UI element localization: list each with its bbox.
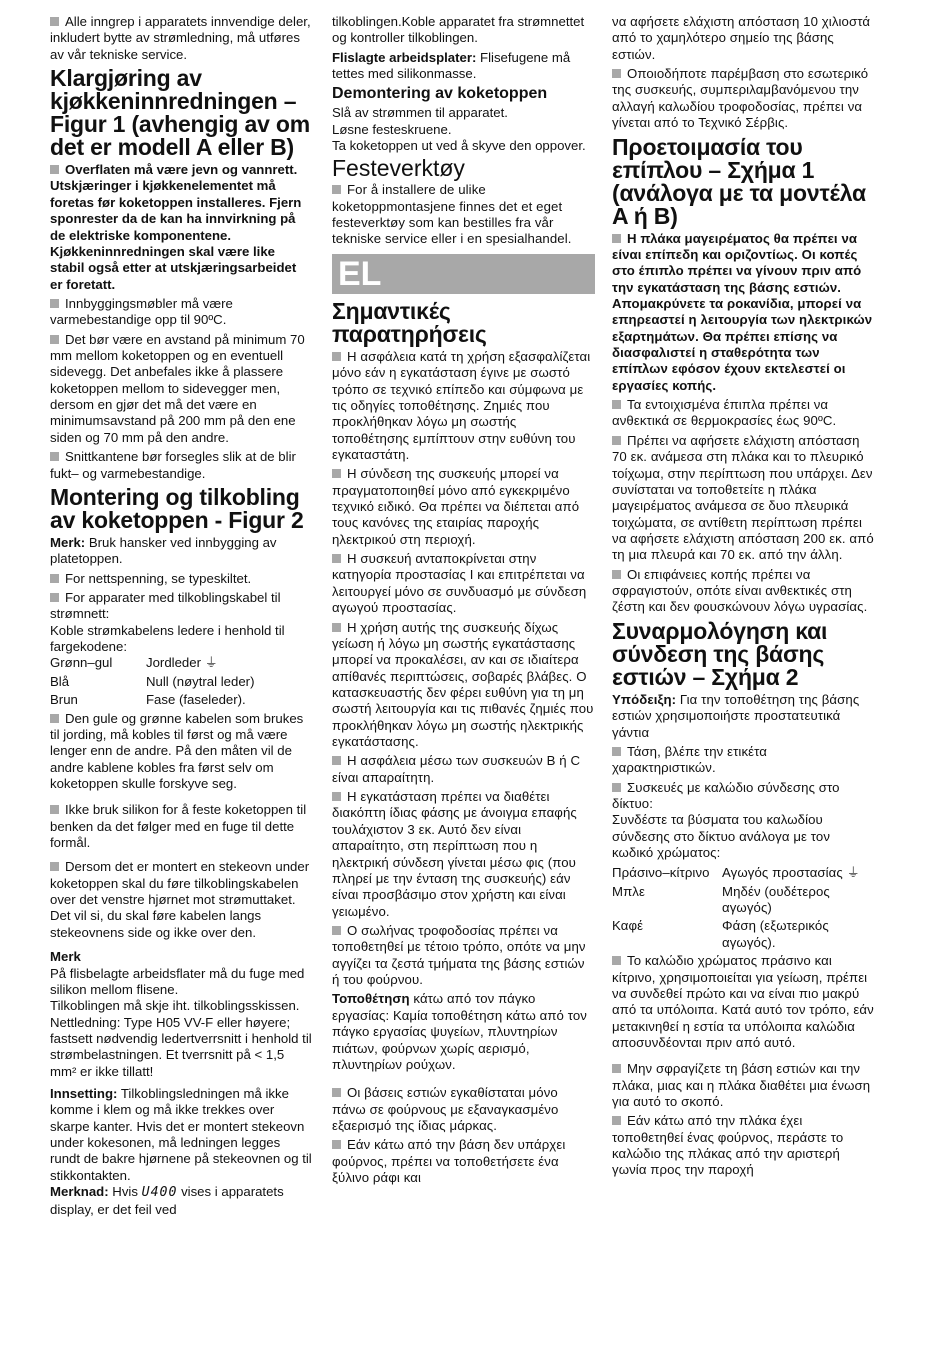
paragraph: Dersom det er montert en stekeovn under koketoppen skal du føre tilkoblingskabelen over det venstre hjørnet mot strømuttaket. Det vil si, du skal føre kabelen langs stekeovnens side og ikke over den.: [50, 859, 310, 940]
paragraph: Εάν κάτω από την βάση δεν υπάρχει φούρνος, πρέπει να τοποθετήσετε ένα ξύλινο ράφι και: [332, 1137, 566, 1186]
paragraph: Το καλώδιο χρώματος πράσινο και κίτρινο, χρησιμοποιείται για γείωση, πρέπει να συνδεθεί πρώτο και να είναι πιο μακρύ από τα υπόλοιπα. Κατά αυτό τον τρόπο, εάν μετακινηθεί η εστία τα υπόλοιπα καλώδια αποσυνδέονται πριν από αυτό.: [612, 953, 874, 1050]
paragraph: Πρέπει να αφήσετε ελάχιστη απόσταση 70 εκ. ανάμεσα στη πλάκα και το πλευρικό τοίχωμα, στην περίπτωση που υπάρχει. Δεν συνίσταται να τοποθετείτε η πλάκα μαγειρέματος ανάμεσα σε δυο πλευρικά τοιχώματα, σε αντίθετη περίπτωση πρέπει να αφήσετε ελάχιστη απόσταση 200 εκ. από τη μια πλευρά και 70 εκ. από την άλλη.: [612, 432, 874, 563]
paragraph: Snittkantene bør forsegles slik at de blir fukt– og varmebestandige.: [50, 449, 296, 481]
paragraph: Den gule og grønne kabelen som brukes til jording, må kobles til først og må være lenger enn de andre. På den måten vil de andre kablene kobles fra først selv om koketoppen skulle forskyve seg.: [50, 710, 304, 791]
paragraph: Η χρήση αυτής της συσκευής δίχως γείωση ή λόγω μη σωστής εγκατάστασης μπορεί να προκαλέσει, αν και σε ιδιαίτερα απίθανές περιπτώσεις, σοβαρές βλάβες. Ο κατασκευαστής δεν φέρει ευθύνη για τη μη σωστή λειτουργία και τις πιθανές ζημιές που προκλήθηκαν λόγω μη σωστής ηλεκτρικής εγκατάστασης.: [332, 619, 594, 750]
paragraph: Ta koketoppen ut ved å skyve den oppover.: [332, 137, 586, 153]
column-2: [332, 14, 595, 1189]
paragraph: tilkoblingen.Koble apparatet fra strømnettet og kontroller tilkoblingen.: [332, 14, 585, 46]
bullet-square-icon: [612, 956, 621, 965]
paragraph: Løsne festeskruene.: [332, 121, 452, 137]
bullet-square-icon: [50, 714, 59, 723]
bullet-square-icon: [612, 570, 621, 579]
paragraph: Οι επιφάνειες κοπής πρέπει να σφραγιστούν, οπότε είναι ανθεκτικές στη ζέστη και δεν φουσκώνουν λόγω υγρασίας.: [612, 566, 868, 615]
paragraph: Innsetting: Tilkoblingsledningen må ikke komme i klem og må ikke trekkes over skarpe kanter. Hvis det er montert stekeovn under kokesonen, må ledningen legges rundt de bakre hjørnene på stekeovnen og til stikkontakten.: [50, 1086, 312, 1183]
bullet-square-icon: [332, 926, 341, 935]
bullet-square-icon: [50, 335, 59, 344]
bullet-square-icon: [612, 1064, 621, 1073]
bullet-square-icon: [50, 805, 59, 814]
merk-label: Merk: [50, 949, 81, 965]
paragraph: Flislagte arbeidsplater: Flisefugene må tettes med silikonmasse.: [332, 49, 571, 82]
paragraph: Slå av strømmen til apparatet.: [332, 105, 508, 121]
bullet-square-icon: [612, 234, 621, 243]
paragraph: For å installere de ulike koketoppmontasjene finnes det et eget festeverktøy som kan bestilles fra vår tekniske service eller i en spesialhandel.: [332, 182, 572, 247]
paragraph: Ikke bruk silikon for å feste koketoppen til benken da det følger med en fuge til dette formål.: [50, 802, 307, 851]
bullet-square-icon: [50, 862, 59, 871]
paragraph: Alle inngrep i apparatets innvendige deler, inkludert bytte av strømledning, må utføres av vår tekniske service.: [50, 14, 311, 62]
heading-synarmologisi: Συναρμολόγηση και σύνδεση της βάσης εστιών – Σχήμα 2: [612, 617, 828, 690]
paragraph: Συσκευές με καλώδιο σύνδεσης στο δίκτυο:: [612, 779, 840, 811]
heading-festeverktoy: Festeverktøy: [332, 155, 465, 182]
heading-montering: Montering og tilkobling av koketoppen - Figur 2: [50, 483, 304, 533]
bullet-square-icon: [50, 299, 59, 308]
paragraph: For nettspenning, se typeskiltet.: [50, 571, 312, 587]
bullet-square-icon: [50, 593, 59, 602]
paragraph: For apparater med tilkoblingskabel til strømnett:: [50, 589, 281, 622]
bullet-square-icon: [332, 352, 341, 361]
paragraph: Η συσκευή ανταποκρίνεται στην κατηγορία προστασίας I και επιτρέπεται να λειτουργεί μόνο σε συνδυασμό με σύνδεση αγωγού προστασίας.: [332, 551, 587, 616]
paragraph: Overflaten må være jevn og vannrett. Utskjæringer i kjøkkenelementet må foretas før koketoppen installeres. Fjern sponrester da de kan ha innvirkning på de elektriske komponentene. Kjøkkeninnredningen skal være like stabil også etter at utskjæringsarbeidet er foretatt.: [50, 162, 302, 292]
paragraph: Οι βάσεις εστιών εγκαθίσταται μόνο πάνω σε φούρνους με εξαναγκασμένο εξαερισμό της ίδιας μάρκας.: [332, 1085, 559, 1133]
paragraph: Koble strømkabelens ledere i henhold til fargekodene:: [50, 622, 285, 655]
bullet-square-icon: [332, 792, 341, 801]
paragraph: Η πλάκα μαγειρέματος θα πρέπει να είναι επίπεδη και οριζοντίως. Οι κοπές στο έπιπλο πρέπει να γίνουν πριν από την εγκατάσταση της βάσης εστιών. Απομακρύνετε τα ροκανίδια, μπορεί να επηρεαστεί η λειτουργία των ηλεκτρικών εξαρτημάτων. Θα πρέπει επίσης να διασφαλιστεί η σταθερότητα των επίπλων εφόσον έχουν εκτελεστεί οι εργασίες κοπής.: [612, 230, 873, 393]
bullet-square-icon: [332, 469, 341, 478]
paragraph: Οποιοδήποτε παρέμβαση στο εσωτερικό της συσκευής, συμπεριλαμβανόμενου την αλλαγή καλωδίου τροφοδοσίας, πρέπει να γίνεται από το Τεχνικό Σέρβις.: [612, 66, 869, 131]
wire-row: Μπλε Μηδέν (ουδέτερος αγωγός): [612, 883, 830, 916]
paragraph: Η εγκατάσταση πρέπει να διαθέτει διακόπτη ίδιας φάσης με άνοιγμα επαφής τουλάχιστον 3 εκ. Αυτό δεν είναι απαραίτητο, στη περίπτωση που η ηλεκτρική σύνδεση γίνεται μέσω φις (που πληρεί με την ένταση της συσκευής) εάν είναι προσβάσιμο στον χρήστη και είναι γειωμένο.: [332, 789, 577, 919]
bullet-square-icon: [612, 783, 621, 792]
paragraph: Merknad: Hvis U400 vises i apparatets display, er det feil ved: [50, 1184, 284, 1217]
bullet-square-icon: [612, 747, 621, 756]
paragraph: Det bør være en avstand på minimum 70 mm mellom koketoppen og en eventuell sidevegg. Det anbefales ikke å plassere koketoppen mellom to sidevegger men, dersom en gjør det må det være en minimumsavstand på 200 mm på den ene siden og 70 mm på den andre.: [50, 331, 305, 445]
wire-row: Brun Fase (faseleder).: [50, 692, 246, 708]
paragraph: Μην σφραγίζετε τη βάση εστιών και την πλάκα, μιας και η πλάκα διαθέτει μια ένωση για αυτό το σκοπό.: [612, 1061, 871, 1110]
wire-row: Blå Null (nøytral leder): [50, 673, 255, 689]
note-ypodeixi: Υπόδειξη: Για την τοποθέτηση της βάσης εστιών χρησιμοποιήστε προστατευτικά γάντια: [612, 691, 860, 740]
paragraph: På flisbelagte arbeidsflater må du fuge med silikon mellom flisene.: [50, 965, 305, 997]
bullet-square-icon: [612, 436, 621, 445]
wire-row: Καφέ Φάση (εξωτερικός αγωγός).: [612, 918, 829, 950]
paragraph: Τοποθέτηση κάτω από τον πάγκο εργασίας: Καμία τοποθέτηση κάτω από τον πάγκο εργασίας ψυγείων, πλυντηρίων πιάτων, φούρνων χωρίς αερισμό, πλυντηρίων ρούχων.: [332, 991, 587, 1072]
bullet-square-icon: [332, 1140, 341, 1149]
column-1: [50, 14, 312, 1221]
language-bar-el: EL: [332, 254, 595, 294]
bullet-square-icon: [612, 1116, 621, 1125]
paragraph: Tilkoblingen må skje iht. tilkoblingsskissen. Nettledning: Type H05 VV-F eller høyere; fastsett nødvendig ledertverrsnitt i henhold til strømbelastningen. Et tverrsnitt på < 1,5 mm² er ikke tillatt!: [50, 998, 312, 1079]
bullet-square-icon: [332, 1088, 341, 1097]
paragraph: Innbyggingsmøbler må være varmebestandige opp til 90ºC.: [50, 295, 233, 328]
paragraph: Εάν κάτω από την πλάκα έχει τοποθετηθεί ένας φούρνος, περάστε το καλώδιο της πλάκας από την αριστερή γωνία προς την παροχή: [612, 1113, 844, 1178]
paragraph: Η σύνδεση της συσκευής μπορεί να πραγματοποιηθεί μόνο από εγκεκριμένο τεχνικό ειδικό. Θα πρέπει να διέπεται από τους κανόνες της εταιρίας παροχής ηλεκτρικού στη περιοχή.: [332, 466, 580, 547]
paragraph: Η ασφάλεια μέσω των συσκευών B ή C είναι απαραίτητη.: [332, 753, 581, 785]
paragraph: Ο σωλήνας τροφοδοσίας πρέπει να τοποθετηθεί με τέτοιο τρόπο, οπότε να μην αγγίζει τα ζεστά τμήματα της βάσης εστιών ή του φούρνου.: [332, 923, 586, 988]
bullet-square-icon: [332, 554, 341, 563]
paragraph: να αφήσετε ελάχιστη απόσταση 10 χιλιοστά από το χαμηλότερο σημείο της βάσης εστιών.: [612, 14, 871, 62]
bullet-square-icon: [50, 17, 59, 26]
paragraph: Η ασφάλεια κατά τη χρήση εξασφαλίζεται μόνο εάν η εγκατάσταση έγινε με σωστό τρόπο σε τεχνικό επίπεδο και σύμφωνα με τις οδηγίες τοποθέτησης. Ζημιές που προκλήθηκαν λόγω μη σωστής τοποθέτησης εμπίπτουν στην ευθύνη του εγκαταστάτη.: [332, 348, 591, 462]
paragraph: Τάση, βλέπε την ετικέτα χαρακτηριστικών.: [612, 743, 767, 776]
note-merk: Merk: Bruk hansker ved innbygging av platetoppen.: [50, 534, 277, 567]
bullet-square-icon: [612, 69, 621, 78]
column-3: [612, 14, 874, 1182]
bullet-square-icon: [50, 165, 59, 174]
paragraph: Τα εντοιχισμένα έπιπλα πρέπει να ανθεκτικά σε θερμοκρασίες έως 90ºC.: [612, 397, 837, 429]
heading-simantikes: Σημαντικές παρατηρήσεις: [332, 297, 487, 347]
bullet-square-icon: [612, 400, 621, 409]
heading-klargjoring: Klargjøring av kjøkkeninnredningen – Figur 1 (avhengig av om det er modell A eller B): [50, 65, 310, 161]
display-code: U400: [141, 1185, 178, 1201]
heading-proetoimasia: Προετοιμασία του επίπλου – Σχήμα 1 (ανάλογα με τα μοντέλα A ή B): [612, 133, 866, 229]
bullet-square-icon: [332, 623, 341, 632]
heading-demontering: Demontering av koketoppen: [332, 85, 548, 103]
bullet-square-icon: [332, 756, 341, 765]
bullet-square-icon: [332, 185, 341, 194]
paragraph: Συνδέστε τα βύσματα του καλωδίου σύνδεσης στο δίκτυο ανάλογα με τον κωδικό χρώματος:: [612, 812, 831, 861]
bullet-square-icon: [50, 574, 59, 583]
wire-row: Πράσινο–κίτρινο Αγωγός προστασίας ⏚: [612, 865, 860, 881]
bullet-square-icon: [50, 452, 59, 461]
wire-row: Grønn–gul Jordleder ⏚: [50, 655, 218, 671]
